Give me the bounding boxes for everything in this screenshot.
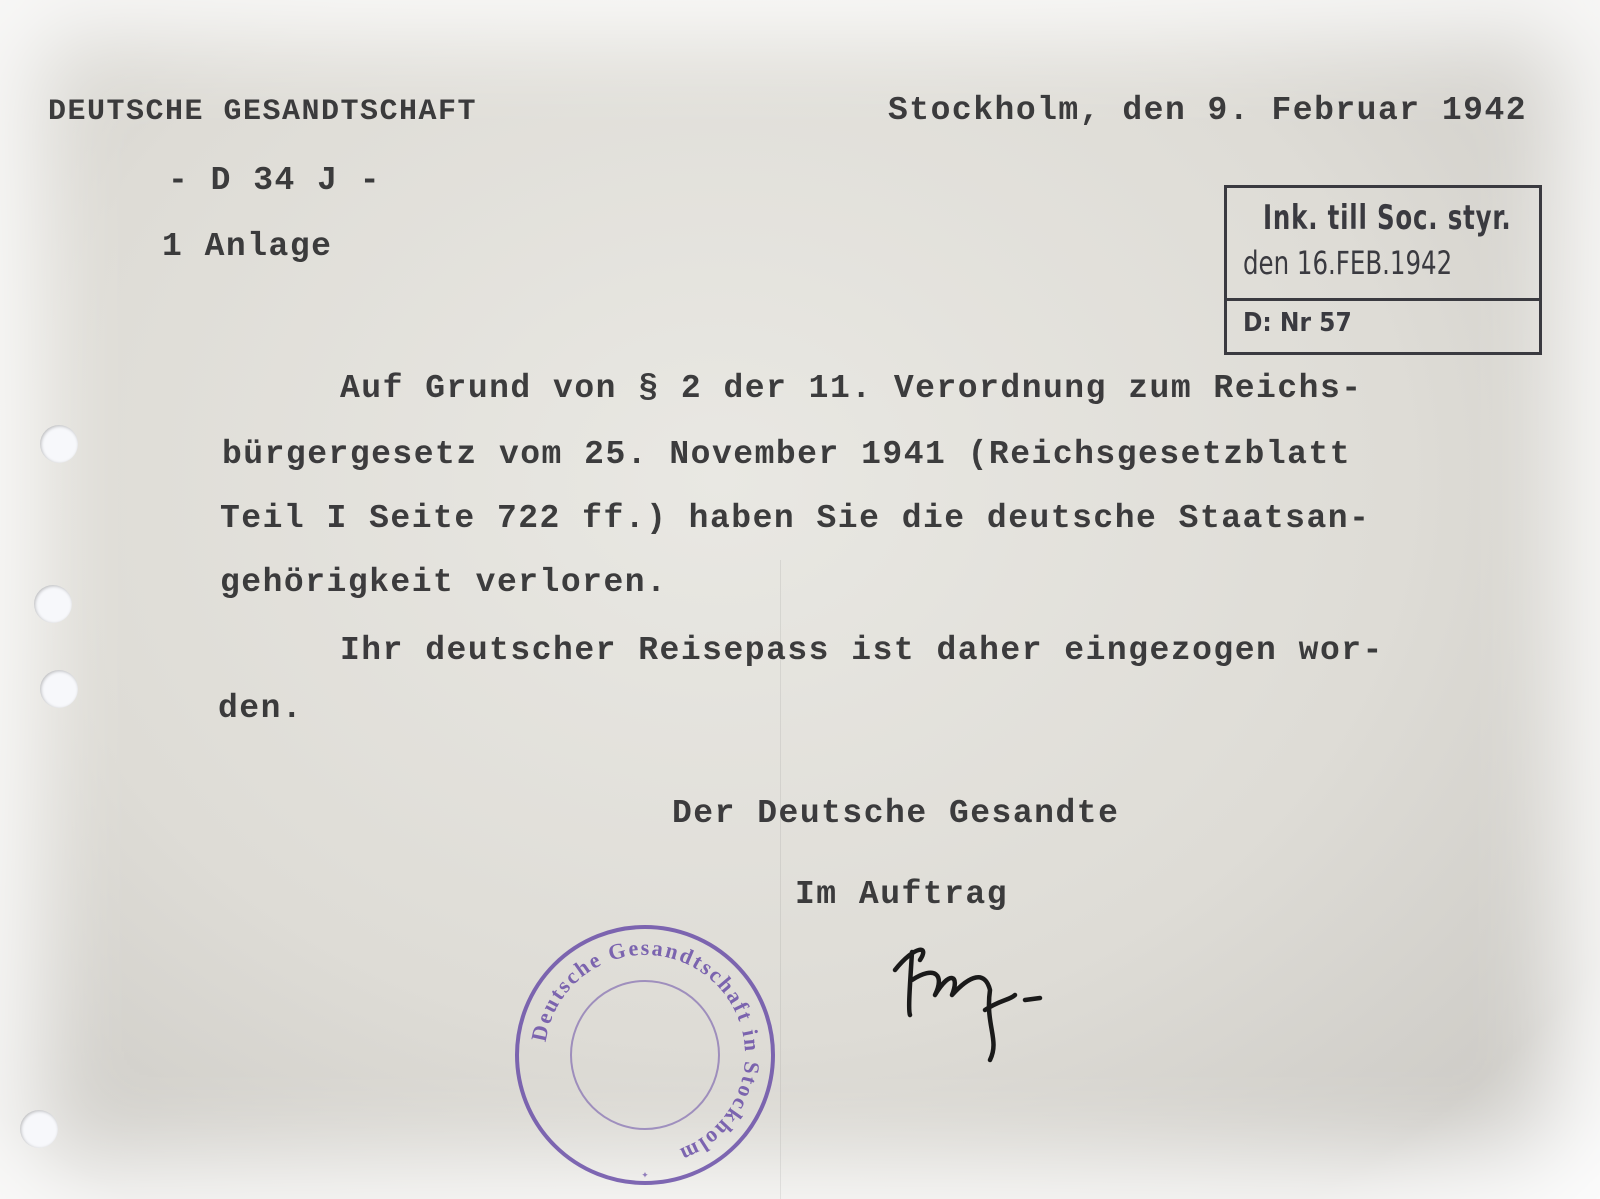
place-and-date: Stockholm, den 9. Februar 1942	[888, 92, 1528, 129]
body-line: bürgergesetz vom 25. November 1941 (Reichsgesetzblatt	[222, 436, 1352, 473]
body-line: den.	[218, 690, 304, 727]
seal-text: Deutsche Gesandtschaft in Stockholm	[525, 934, 766, 1169]
sender-heading: DEUTSCHE GESANDTSCHAFT	[48, 95, 478, 129]
body-line: Teil I Seite 722 ff.) haben Sie die deutsche Staatsan-	[220, 500, 1371, 537]
body-line: Auf Grund von § 2 der 11. Verordnung zum Reichs-	[340, 370, 1363, 407]
punch-hole	[20, 1110, 58, 1148]
reference-number: - D 34 J -	[168, 162, 382, 199]
seal-inner-ring	[571, 981, 719, 1129]
seal-star-mark: ✦	[641, 1168, 649, 1182]
handwritten-signature	[890, 940, 1070, 1070]
official-seal	[510, 920, 780, 1190]
received-stamp-number: D: Nr 57	[1243, 308, 1352, 338]
received-stamp-date: den 16.FEB.1942	[1243, 244, 1453, 282]
closing-title: Der Deutsche Gesandte	[672, 795, 1120, 832]
body-line: gehörigkeit verloren.	[220, 564, 668, 601]
punch-hole	[40, 670, 78, 708]
body-line: Ihr deutscher Reisepass ist daher eingezogen wor-	[340, 632, 1384, 669]
received-stamp-office: Ink. till Soc. styr.	[1263, 198, 1512, 238]
seal-outer-ring	[517, 927, 773, 1183]
closing-on-behalf: Im Auftrag	[795, 876, 1009, 913]
received-stamp	[1224, 185, 1542, 355]
punch-hole	[34, 585, 72, 623]
enclosure-note: 1 Anlage	[162, 228, 333, 265]
punch-hole	[40, 425, 78, 463]
